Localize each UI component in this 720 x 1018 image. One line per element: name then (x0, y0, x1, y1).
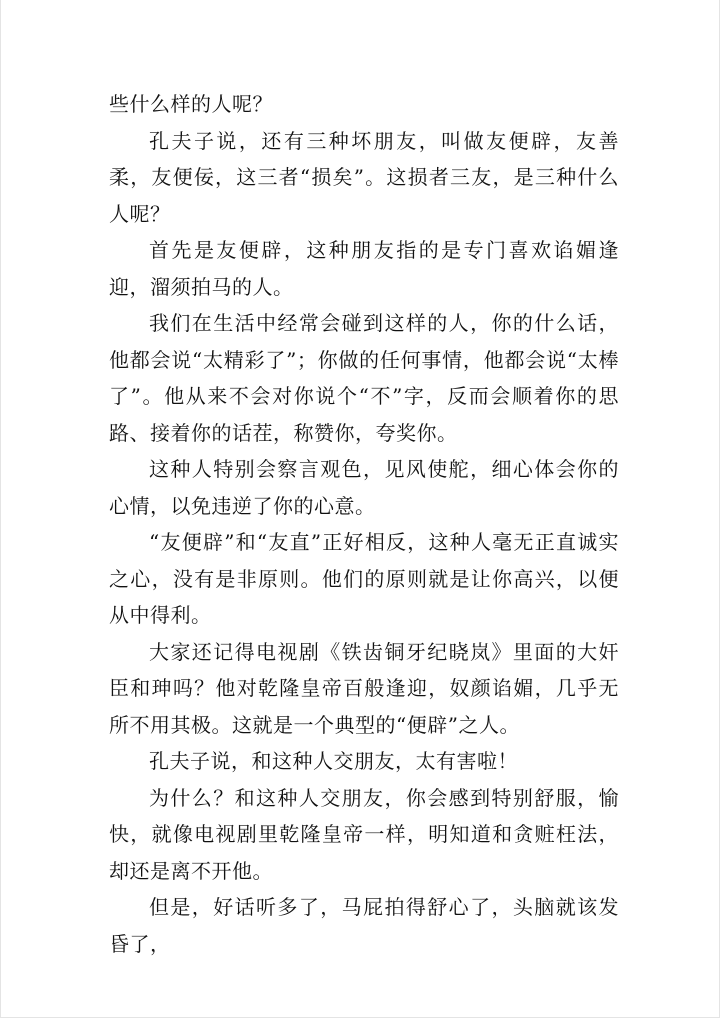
paragraph: 孔夫子说，和这种人交朋友，太有害啦！ (149, 749, 518, 773)
paragraph: “友便辟”和“友直”正好相反，这种人毫无正直诚实之心，没有是非原则。他们的原则就是让你高兴，以便从中得利。 (109, 530, 619, 627)
paragraph: 孔夫子说，还有三种坏朋友，叫做友便辟，友善柔，友便佞，这三者“损矣”。这损者三友，是三种什么人呢？ (109, 128, 619, 226)
paragraph: 大家还记得电视剧《铁齿铜牙纪晓岚》里面的大奸臣和珅吗？他对乾隆皇帝百般逢迎，奴颜谄媚，几乎无所不用其极。这就是一个典型的“便辟”之人。 (109, 639, 619, 737)
paragraph: 这种人特别会察言观色，见风使舵，细心体会你的心情，以免违逆了你的心意。 (109, 457, 619, 518)
paragraph: 首先是友便辟，这种朋友指的是专门喜欢谄媚逢迎，溜须拍马的人。 (109, 238, 619, 299)
paragraph: 些什么样的人呢？ (109, 92, 273, 116)
paragraph: 我们在生活中经常会碰到这样的人，你的什么话，他都会说“太精彩了”；你做的任何事情，他都会说“太棒了”。他从来不会对你说个“不”字，反而会顺着你的思路、接着你的话茬，称赞你，夸奖你。 (109, 311, 619, 445)
paragraph: 但是，好话听多了，马屁拍得舒心了，头脑就该发昏了， (109, 895, 619, 956)
paragraph: 为什么？和这种人交朋友，你会感到特别舒服，愉快，就像电视剧里乾隆皇帝一样，明知道和贪赃枉法，却还是离不开他。 (109, 785, 619, 883)
document-body (109, 86, 619, 962)
